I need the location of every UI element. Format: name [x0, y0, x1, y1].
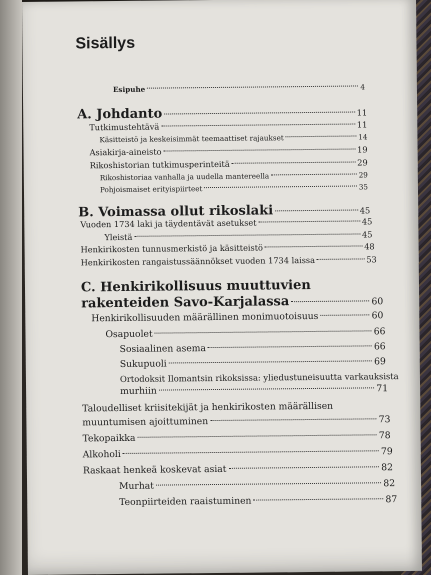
- leader-dots: [147, 85, 358, 88]
- toc-entry: [100, 182, 368, 194]
- leader-dots: [232, 162, 356, 164]
- toc-entry-page: 45: [361, 229, 373, 240]
- toc-entry-label: Esipuhe: [112, 84, 146, 95]
- leader-dots: [320, 314, 369, 316]
- toc-entry-label: Osapuolet: [105, 328, 153, 341]
- toc-entry: [83, 462, 393, 476]
- toc-entry-page: 87: [385, 494, 398, 506]
- leader-dots: [275, 209, 358, 211]
- toc-entry: [90, 157, 368, 170]
- toc-entry-label: Vuoden 1734 laki ja täydentävät asetukset: [80, 217, 257, 230]
- toc-entry: [99, 132, 367, 144]
- toc-entry-label: Sukupuoli: [119, 358, 167, 370]
- toc-entry: [83, 430, 391, 444]
- toc-entry-page: 82: [381, 462, 393, 474]
- section-page: 60: [371, 296, 384, 308]
- toc-entry-page: 29: [357, 157, 368, 168]
- toc-entry-label: Rikoshistoriaa vanhalla ja uudella mantereella: [99, 171, 270, 183]
- toc-entry-label: Tutkimustehtävä: [89, 121, 160, 133]
- leader-dots: [265, 245, 362, 247]
- toc-entry-label: murhiin: [120, 385, 157, 397]
- leader-dots: [159, 387, 375, 390]
- section-page: 45: [359, 205, 371, 216]
- toc-entry-label: Sosiaalinen asema: [119, 343, 207, 355]
- toc-entry-label: Teonpiirteiden raaistuminen: [119, 495, 252, 509]
- leader-dots: [137, 434, 376, 438]
- toc-entry-page: 53: [366, 254, 377, 265]
- toc-entry: [119, 478, 395, 492]
- leader-dots: [317, 258, 364, 259]
- toc-entry-page: 45: [361, 216, 373, 227]
- toc-section-c: [81, 293, 383, 311]
- leader-dots: [123, 450, 379, 454]
- toc-entry-label: Murhat: [119, 480, 154, 493]
- toc-entry-page: 66: [373, 326, 386, 338]
- leader-dots: [259, 220, 360, 222]
- leader-dots: [271, 174, 357, 176]
- toc-entry: [100, 170, 368, 182]
- toc-entry: [120, 356, 386, 370]
- toc-entry-page: 4: [360, 82, 365, 92]
- leader-dots: [208, 345, 372, 348]
- toc-entry-page: 11: [356, 119, 368, 130]
- toc-entry-label: Raskaat henkeä koskevat asiat: [82, 463, 227, 477]
- toc-entry-label: muuntumisen ajoittuminen: [82, 416, 209, 429]
- leader-dots: [169, 360, 372, 363]
- toc-entry-label: Pohjoismaiset erityispiirteet: [99, 184, 203, 195]
- toc-entry: [81, 254, 377, 267]
- toc-entry: [89, 119, 367, 132]
- leader-dots: [286, 136, 357, 138]
- toc-entry-preface: [113, 82, 365, 94]
- toc-entry-label: Alkoholi: [82, 448, 121, 461]
- toc-entry-label: Käsitteistö ja keskeisimmät teemaattiset rajaukset: [99, 133, 284, 145]
- toc-entry-label: Tekopaikka: [82, 432, 136, 445]
- toc-entry-label: Henkirikosten rangaistussäännökset vuoden 1734 laissa: [80, 254, 316, 268]
- leader-dots: [210, 418, 377, 421]
- toc-entry: [120, 383, 388, 397]
- toc-entry-label: Yleistä: [104, 231, 133, 243]
- toc-entry-page: 78: [378, 430, 391, 442]
- leader-dots: [291, 300, 369, 302]
- toc-entry: [104, 229, 372, 242]
- toc-entry-page: 73: [378, 414, 391, 426]
- leader-dots: [156, 482, 381, 485]
- book-page: [22, 0, 422, 575]
- toc-entry-page: 79: [380, 446, 393, 458]
- toc-entry-line1: Taloudelliset kriisitekijät ja henkirikosten määrällisen: [82, 400, 334, 415]
- toc-entry-page: 82: [383, 478, 396, 490]
- section-page: 11: [356, 107, 368, 118]
- section-heading: B. Voimassa ollut rikoslaki: [78, 203, 274, 221]
- leader-dots: [228, 466, 379, 469]
- toc-entry-label: Henkirikosten tunnusmerkistö ja käsitteistö: [80, 242, 263, 255]
- toc-entry: [120, 341, 386, 355]
- toc-entry-page: 69: [374, 356, 386, 368]
- toc-entry-label: Asiakirja-aineisto: [89, 146, 162, 158]
- toc-entry-page: 19: [357, 144, 368, 155]
- section-heading: A. Johdanto: [77, 106, 163, 123]
- toc-entry: [83, 446, 393, 460]
- toc-entry: [80, 216, 372, 229]
- leader-dots: [204, 186, 356, 189]
- leader-dots: [164, 149, 356, 152]
- leader-dots: [134, 233, 360, 236]
- section-heading-c-line2: rakenteiden Savo-Karjalassa: [81, 294, 290, 312]
- section-heading-c-line1: C. Henkirikollisuus muuttuvien: [80, 277, 311, 296]
- leader-dots: [161, 124, 355, 127]
- toc-entry-page: 29: [358, 170, 368, 180]
- toc-entry-page: 35: [358, 182, 369, 192]
- toc-entry: [81, 241, 375, 254]
- toc-entry: [82, 414, 390, 428]
- leader-dots: [155, 330, 372, 333]
- book-left-edge: [0, 0, 22, 575]
- toc-entry: [91, 310, 383, 324]
- toc-entry-label: Rikoshistorian tutkimusperinteitä: [89, 158, 230, 171]
- leader-dots: [164, 112, 355, 115]
- toc-entry: [105, 326, 385, 340]
- toc-entry-label: Henkirikollisuuden määrällinen monimuotoisuus: [91, 310, 319, 325]
- toc-entry-page: 48: [364, 241, 375, 252]
- page-title: Sisällys: [75, 34, 136, 53]
- toc-entry-page: 71: [376, 383, 389, 395]
- toc-entry-page: 60: [371, 310, 384, 322]
- table-of-contents: [22, 0, 422, 575]
- leader-dots: [253, 498, 383, 500]
- toc-entry-line1: Ortodoksit Ilomantsin rikoksissa: yliedustuneisuutta varkauksista: [119, 371, 399, 384]
- toc-entry-page: 66: [373, 341, 386, 353]
- toc-entry-page: 14: [358, 132, 368, 142]
- toc-entry: [90, 144, 368, 157]
- toc-entry: [119, 494, 397, 508]
